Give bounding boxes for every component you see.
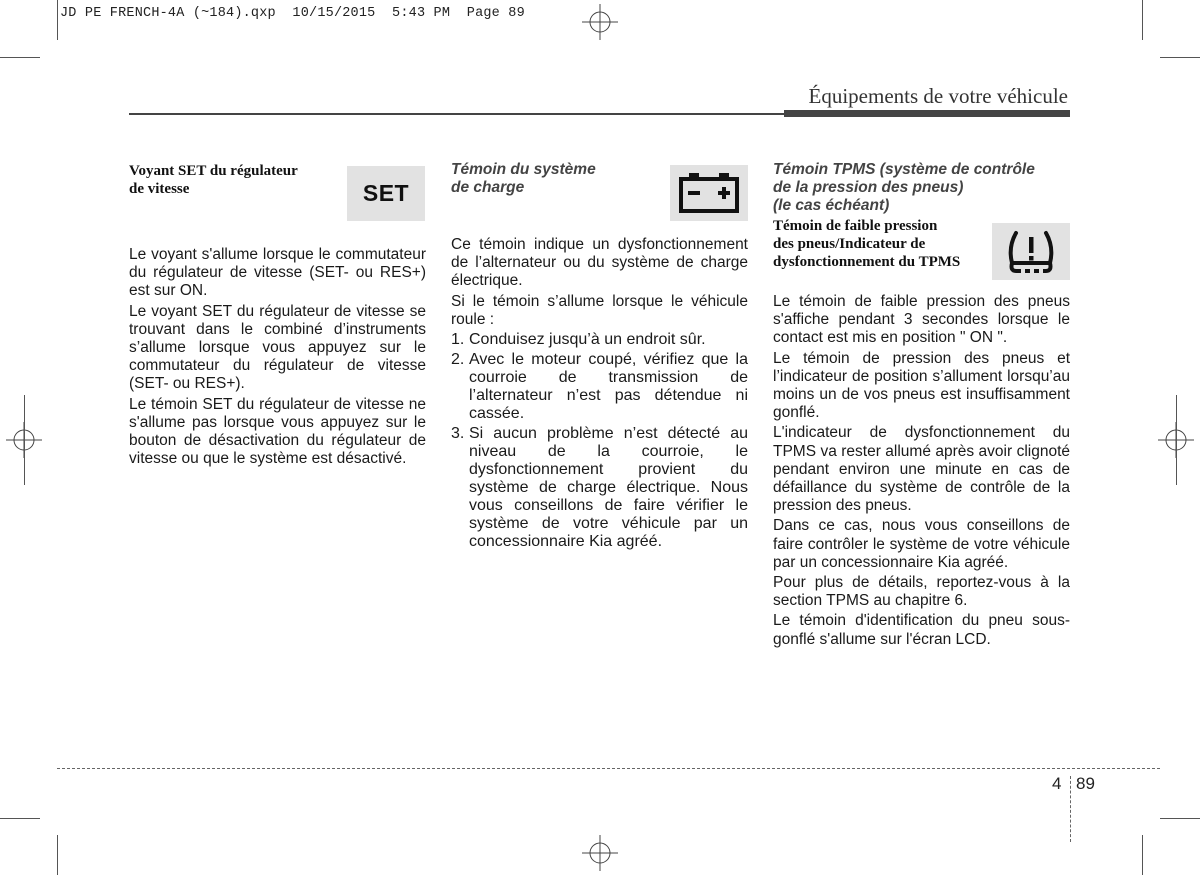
tire-pressure-warning-icon (992, 223, 1070, 280)
battery-icon (670, 165, 748, 221)
section-body (129, 246, 426, 468)
paragraph: Dans ce cas, nous vous conseillons de faire contrôler le système de votre véhicule par un concessionnaire Kia agréé. (773, 517, 1070, 571)
crop-mark (57, 0, 58, 40)
crop-mark (1142, 835, 1143, 875)
chapter-number: 4 (1052, 774, 1062, 793)
section-heading: Témoin du système de charge (451, 161, 596, 196)
set-icon-label: SET (362, 180, 410, 206)
set-indicator-icon (347, 166, 425, 221)
paragraph: Ce témoin indique un dysfonctionnement de l’alternateur ou du système de charge électrique. (451, 236, 748, 290)
crop-mark (0, 818, 40, 819)
crop-mark (57, 835, 58, 875)
paragraph: Le voyant SET du régulateur de vitesse se trouvant dans le combiné d’instruments s’allume lorsque vous appuyez sur le commutateur du régulateur de vitesse (SET- ou RES+). (129, 302, 426, 393)
registration-mark-icon (582, 4, 618, 40)
paragraph: Le témoin de faible pression des pneus s'affiche pendant 3 secondes lorsque le contact est mis en position " ON ". (773, 293, 1070, 347)
footer-rule (57, 768, 1160, 769)
page-number: 89 (1076, 774, 1095, 793)
chapter-title: Équipements de votre véhicule (808, 84, 1068, 108)
section-body (451, 236, 748, 551)
list-item: 1. Conduisez jusqu’à un endroit sûr. (451, 331, 706, 349)
section-heading: Témoin TPMS (système de contrôle de la pression des pneus) (le cas échéant) (773, 161, 1035, 214)
list-item: 3. Si aucun problème n’est détecté au niveau de la courroie, le dysfonctionnement provient du système de charge électrique. Nous vous conseillons de faire vérifier le système de votre véhicule par un concessionnaire Kia agréé. (451, 425, 748, 551)
paragraph: L'indicateur de dysfonctionnement du TPMS va rester allumé après avoir clignoté pendant environ une minute en cas de défaillance du système de contrôle de la pression des pneus. (773, 424, 1070, 515)
paragraph: Le témoin de pression des pneus et l’indicateur de position s’allument lorsqu’au moins un de vos pneus est insuffisamment gonflé. (773, 349, 1070, 422)
crop-mark (1142, 0, 1143, 40)
crop-mark (1160, 57, 1200, 58)
section-heading: Voyant SET du régulateur de vitesse (129, 163, 298, 197)
list-item: 2. Avec le moteur coupé, vérifiez que la courroie de transmission de l’alternateur n’est pas détendue ni cassée. (451, 351, 748, 423)
crop-mark (1176, 395, 1177, 485)
header-rule (129, 113, 784, 115)
paragraph: Le voyant s'allume lorsque le commutateur du régulateur de vitesse (SET- ou RES+) est sur ON. (129, 246, 426, 300)
crop-mark (1160, 818, 1200, 819)
page-number-divider (1070, 776, 1071, 842)
crop-mark (24, 395, 25, 485)
paragraph: Le témoin d'identification du pneu sous-gonflé s'allume sur l'écran LCD. (773, 612, 1070, 648)
registration-mark-icon (582, 835, 618, 871)
section-subheading: Témoin de faible pression des pneus/Indicateur de dysfonctionnement du TPMS (773, 218, 961, 270)
section-body (773, 293, 1070, 649)
print-slug: JD PE FRENCH-4A (~184).qxp 10/15/2015 5:43 PM Page 89 (60, 6, 525, 21)
crop-mark (0, 57, 40, 58)
paragraph: Le témoin SET du régulateur de vitesse ne s'allume pas lorsque vous appuyez sur le bouton de désactivation du régulateur de vitesse ou que le système est désactivé. (129, 395, 426, 468)
paragraph: Si le témoin s’allume lorsque le véhicule roule : (451, 292, 748, 328)
paragraph: Pour plus de détails, reportez-vous à la section TPMS au chapitre 6. (773, 574, 1070, 610)
header-rule-thick (784, 110, 1070, 117)
